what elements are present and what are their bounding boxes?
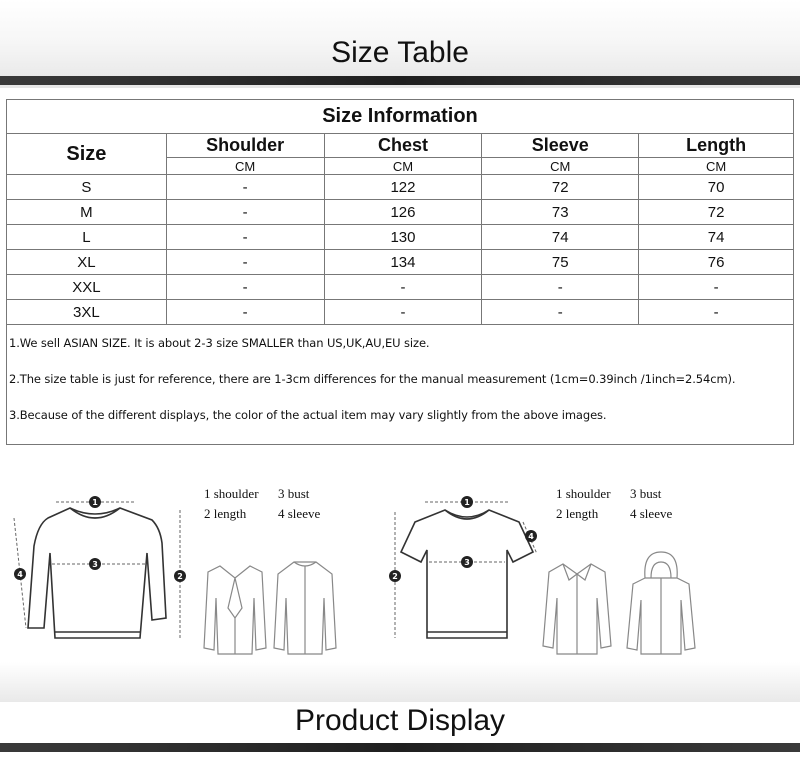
row-size: L — [7, 225, 167, 250]
tshirt-diagram — [385, 478, 560, 658]
sweater-outline — [28, 508, 166, 638]
row-value: - — [166, 300, 324, 325]
header-divider — [0, 76, 800, 85]
row-value: - — [324, 300, 482, 325]
row-value: 76 — [639, 250, 794, 275]
measure-legend — [556, 486, 716, 526]
sweater-collar — [70, 508, 120, 518]
table-row — [7, 200, 794, 225]
legend-bust: 3 bust — [278, 486, 310, 501]
marker-label-4: 4 — [528, 532, 534, 541]
row-value: - — [639, 275, 794, 300]
row-value: 74 — [482, 225, 639, 250]
unit-length: CM — [639, 158, 794, 175]
row-value: - — [482, 300, 639, 325]
tshirt-outline — [401, 510, 533, 638]
row-value: - — [324, 275, 482, 300]
note-measurement: 2.The size table is just for reference, there are 1-3cm differences for the manual measurement (1cm=0.39inch /1inch=2.54cm). — [9, 372, 736, 386]
table-row — [7, 175, 794, 200]
long-sleeve-measure-panel — [0, 478, 390, 658]
jacket-sketch — [270, 558, 340, 658]
note-asian-size: 1.We sell ASIAN SIZE. It is about 2-3 size SMALLER than US,UK,AU,EU size. — [9, 336, 430, 350]
measure-legend — [204, 486, 364, 526]
table-row — [7, 250, 794, 275]
row-value: - — [166, 250, 324, 275]
table-row — [7, 275, 794, 300]
legend-shoulder: 1 shoulder — [556, 486, 611, 501]
product-display-fade — [0, 662, 800, 702]
marker-label-3: 3 — [464, 558, 470, 567]
footer-divider — [0, 743, 800, 752]
row-value: 74 — [639, 225, 794, 250]
row-size: S — [7, 175, 167, 200]
row-value: - — [166, 225, 324, 250]
row-value: 122 — [324, 175, 482, 200]
size-table-header — [0, 0, 800, 88]
table-row — [7, 300, 794, 325]
shirt-sketch — [537, 558, 617, 658]
unit-chest: CM — [324, 158, 482, 175]
unit-sleeve: CM — [482, 158, 639, 175]
column-header-length: Length — [639, 134, 794, 158]
legend-length: 2 length — [556, 506, 599, 521]
row-value: - — [166, 275, 324, 300]
size-table-title: Size Table — [331, 36, 469, 69]
marker-label-1: 1 — [464, 498, 470, 507]
row-value: - — [166, 175, 324, 200]
marker-label-1: 1 — [92, 498, 98, 507]
row-value: - — [482, 275, 639, 300]
legend-shoulder: 1 shoulder — [204, 486, 259, 501]
row-size: 3XL — [7, 300, 167, 325]
row-value: 130 — [324, 225, 482, 250]
hoodie-sketch — [621, 548, 701, 658]
long-sleeve-diagram — [0, 478, 200, 658]
row-value: - — [166, 200, 324, 225]
tshirt-measure-panel — [385, 478, 775, 658]
table-row — [7, 225, 794, 250]
row-value: 72 — [482, 175, 639, 200]
marker-label-3: 3 — [92, 560, 98, 569]
note-color: 3.Because of the different displays, the color of the actual item may vary slightly from the above images. — [9, 408, 607, 422]
row-value: 134 — [324, 250, 482, 275]
legend-sleeve: 4 sleeve — [278, 506, 321, 521]
row-value: - — [639, 300, 794, 325]
row-value: 70 — [639, 175, 794, 200]
marker-label-2: 2 — [177, 572, 183, 581]
size-column-header: Size — [7, 134, 167, 175]
product-display-header — [0, 700, 800, 765]
marker-label-4: 4 — [17, 570, 23, 579]
row-value: 126 — [324, 200, 482, 225]
column-header-chest: Chest — [324, 134, 482, 158]
size-notes — [7, 325, 794, 445]
column-header-sleeve: Sleeve — [482, 134, 639, 158]
row-value: 75 — [482, 250, 639, 275]
row-value: 72 — [639, 200, 794, 225]
row-size: XXL — [7, 275, 167, 300]
legend-bust: 3 bust — [630, 486, 662, 501]
product-display-title: Product Display — [294, 704, 506, 737]
blazer-sketch — [200, 558, 270, 658]
unit-shoulder: CM — [166, 158, 324, 175]
size-table — [6, 99, 794, 445]
legend-sleeve: 4 sleeve — [630, 506, 673, 521]
size-information-title: Size Information — [7, 100, 794, 134]
legend-length: 2 length — [204, 506, 247, 521]
column-header-shoulder: Shoulder — [166, 134, 324, 158]
row-size: M — [7, 200, 167, 225]
marker-label-2: 2 — [392, 572, 398, 581]
row-value: 73 — [482, 200, 639, 225]
row-size: XL — [7, 250, 167, 275]
